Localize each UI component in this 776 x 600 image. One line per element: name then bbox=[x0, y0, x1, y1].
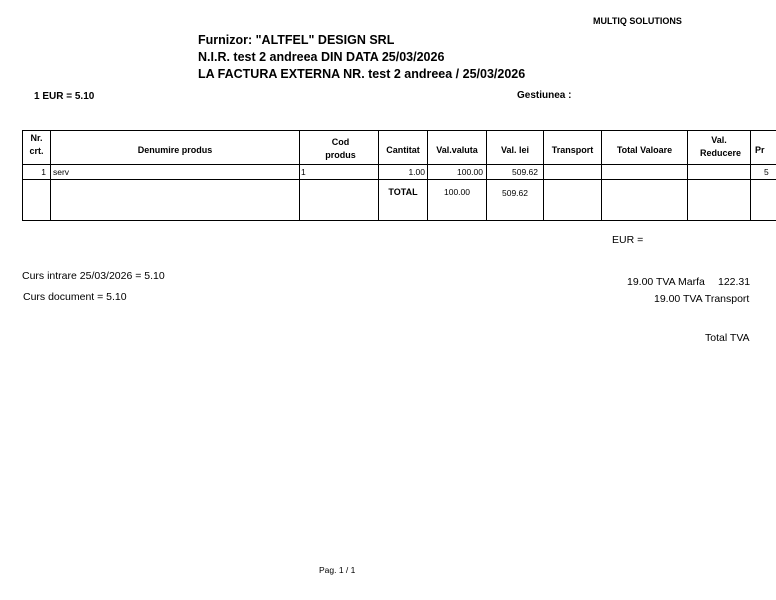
col-header-nr: Nr. crt. bbox=[29, 133, 44, 156]
table-row-divider bbox=[22, 179, 776, 180]
eur-label: EUR = bbox=[612, 234, 644, 246]
total-label: TOTAL bbox=[388, 187, 418, 197]
col-header-val-lei: Val. lei bbox=[500, 145, 530, 155]
total-val-lei: 509.62 bbox=[502, 188, 528, 198]
table-col-line bbox=[299, 130, 300, 221]
table-border-bottom bbox=[22, 220, 776, 221]
col-header-val-reducere: Val. Reducere bbox=[700, 135, 742, 158]
curs-intrare: Curs intrare 25/03/2026 = 5.10 bbox=[22, 270, 165, 282]
col-header-pr: Pr bbox=[755, 145, 765, 155]
cell-val-lei: 509.62 bbox=[512, 167, 538, 177]
cell-pr: 5 bbox=[764, 167, 769, 177]
tva-marfa-value: 122.31 bbox=[718, 276, 751, 288]
col-header-cod: Cod produs bbox=[325, 137, 356, 160]
col-header-total-valoare: Total Valoare bbox=[616, 145, 673, 155]
table-col-line bbox=[687, 130, 688, 221]
col-header-val-valuta: Val.valuta bbox=[436, 145, 478, 155]
invoice-line: LA FACTURA EXTERNA NR. test 2 andreea / 25/03/2026 bbox=[198, 67, 526, 81]
table-header-divider bbox=[22, 164, 776, 165]
tva-transport-label: 19.00 TVA Transport bbox=[654, 293, 750, 305]
total-val-valuta: 100.00 bbox=[444, 187, 470, 197]
company-name: MULTIQ SOLUTIONS bbox=[593, 16, 682, 26]
cell-nr: 1 bbox=[41, 167, 46, 177]
col-header-transport: Transport bbox=[551, 145, 594, 155]
table-border-top bbox=[22, 130, 776, 131]
total-tva-label: Total TVA bbox=[705, 332, 750, 344]
nir-line: N.I.R. test 2 andreea DIN DATA 25/03/2026 bbox=[198, 50, 445, 64]
gestiunea-label: Gestiunea : bbox=[517, 90, 572, 101]
curs-document: Curs document = 5.10 bbox=[23, 291, 127, 303]
cell-cod: 1 bbox=[301, 167, 306, 177]
tva-marfa-label: 19.00 TVA Marfa bbox=[627, 276, 705, 288]
col-header-denumire: Denumire produs bbox=[137, 145, 213, 155]
col-header-cantitate: Cantitat bbox=[386, 145, 420, 155]
nir-table bbox=[22, 130, 776, 221]
table-col-line bbox=[750, 130, 751, 221]
cell-val-valuta: 100.00 bbox=[457, 167, 483, 177]
supplier-line: Furnizor: "ALTFEL" DESIGN SRL bbox=[198, 33, 395, 47]
exchange-rate: 1 EUR = 5.10 bbox=[34, 91, 95, 102]
page-number: Pag. 1 / 1 bbox=[319, 565, 356, 575]
cell-cantitate: 1.00 bbox=[408, 167, 425, 177]
cell-denumire: serv bbox=[53, 167, 70, 177]
